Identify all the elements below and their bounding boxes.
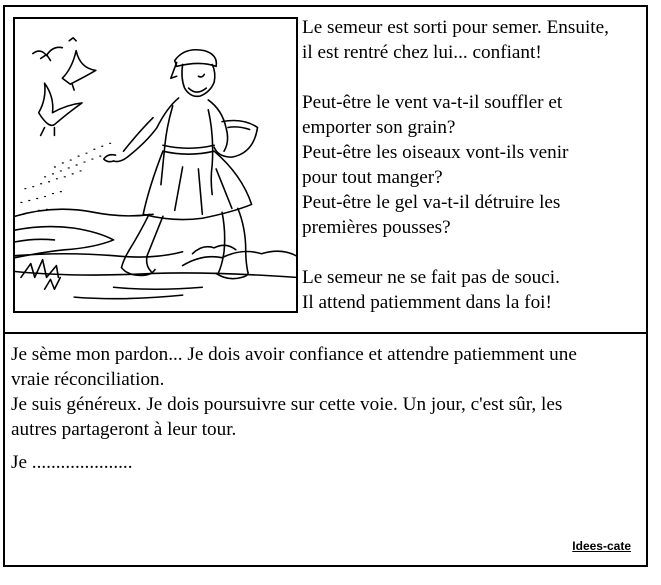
story-line: emporter son grain? xyxy=(302,117,456,138)
sower-illustration xyxy=(13,17,298,313)
story-line: Le semeur ne se fait pas de souci. xyxy=(302,267,560,288)
credit-label: Idees-cate xyxy=(572,539,631,553)
story-line: Il attend patiemment dans la foi! xyxy=(302,292,552,313)
reflection-panel xyxy=(5,334,646,565)
story-line: Peut-être le gel va-t-il détruire les xyxy=(302,192,561,213)
story-line: Peut-être les oiseaux vont-ils venir xyxy=(302,142,569,163)
story-line: Le semeur est sorti pour semer. Ensuite, xyxy=(302,17,609,38)
sower-figure xyxy=(104,50,258,279)
sown-seeds xyxy=(21,143,111,214)
reflection-line: autres partageront à leur tour. xyxy=(11,419,237,440)
reflection-line: Je suis généreux. Je dois poursuivre sur cette voie. Un jour, c'est sûr, les xyxy=(11,394,563,415)
story-spacer xyxy=(302,240,646,265)
story-line: Peut-être le vent va-t-il souffler et xyxy=(302,92,563,113)
story-text xyxy=(302,15,646,315)
story-panel xyxy=(5,7,646,334)
story-line: il est rentré chez lui... confiant! xyxy=(302,42,542,63)
worksheet xyxy=(3,5,648,567)
story-spacer xyxy=(302,65,646,90)
answer-prompt[interactable]: Je ..................... xyxy=(11,452,133,473)
story-line: pour tout manger? xyxy=(302,167,443,188)
bird-icon xyxy=(62,51,96,90)
story-line: premières pousses? xyxy=(302,217,451,238)
reflection-line: Je sème mon pardon... Je dois avoir confiance et attendre patiemment une xyxy=(11,344,577,365)
reflection-line: vraie réconciliation. xyxy=(11,369,165,390)
landscape xyxy=(15,209,296,299)
bird-icon xyxy=(39,83,82,135)
bird-icon xyxy=(33,47,63,60)
reflection-text xyxy=(11,342,641,475)
